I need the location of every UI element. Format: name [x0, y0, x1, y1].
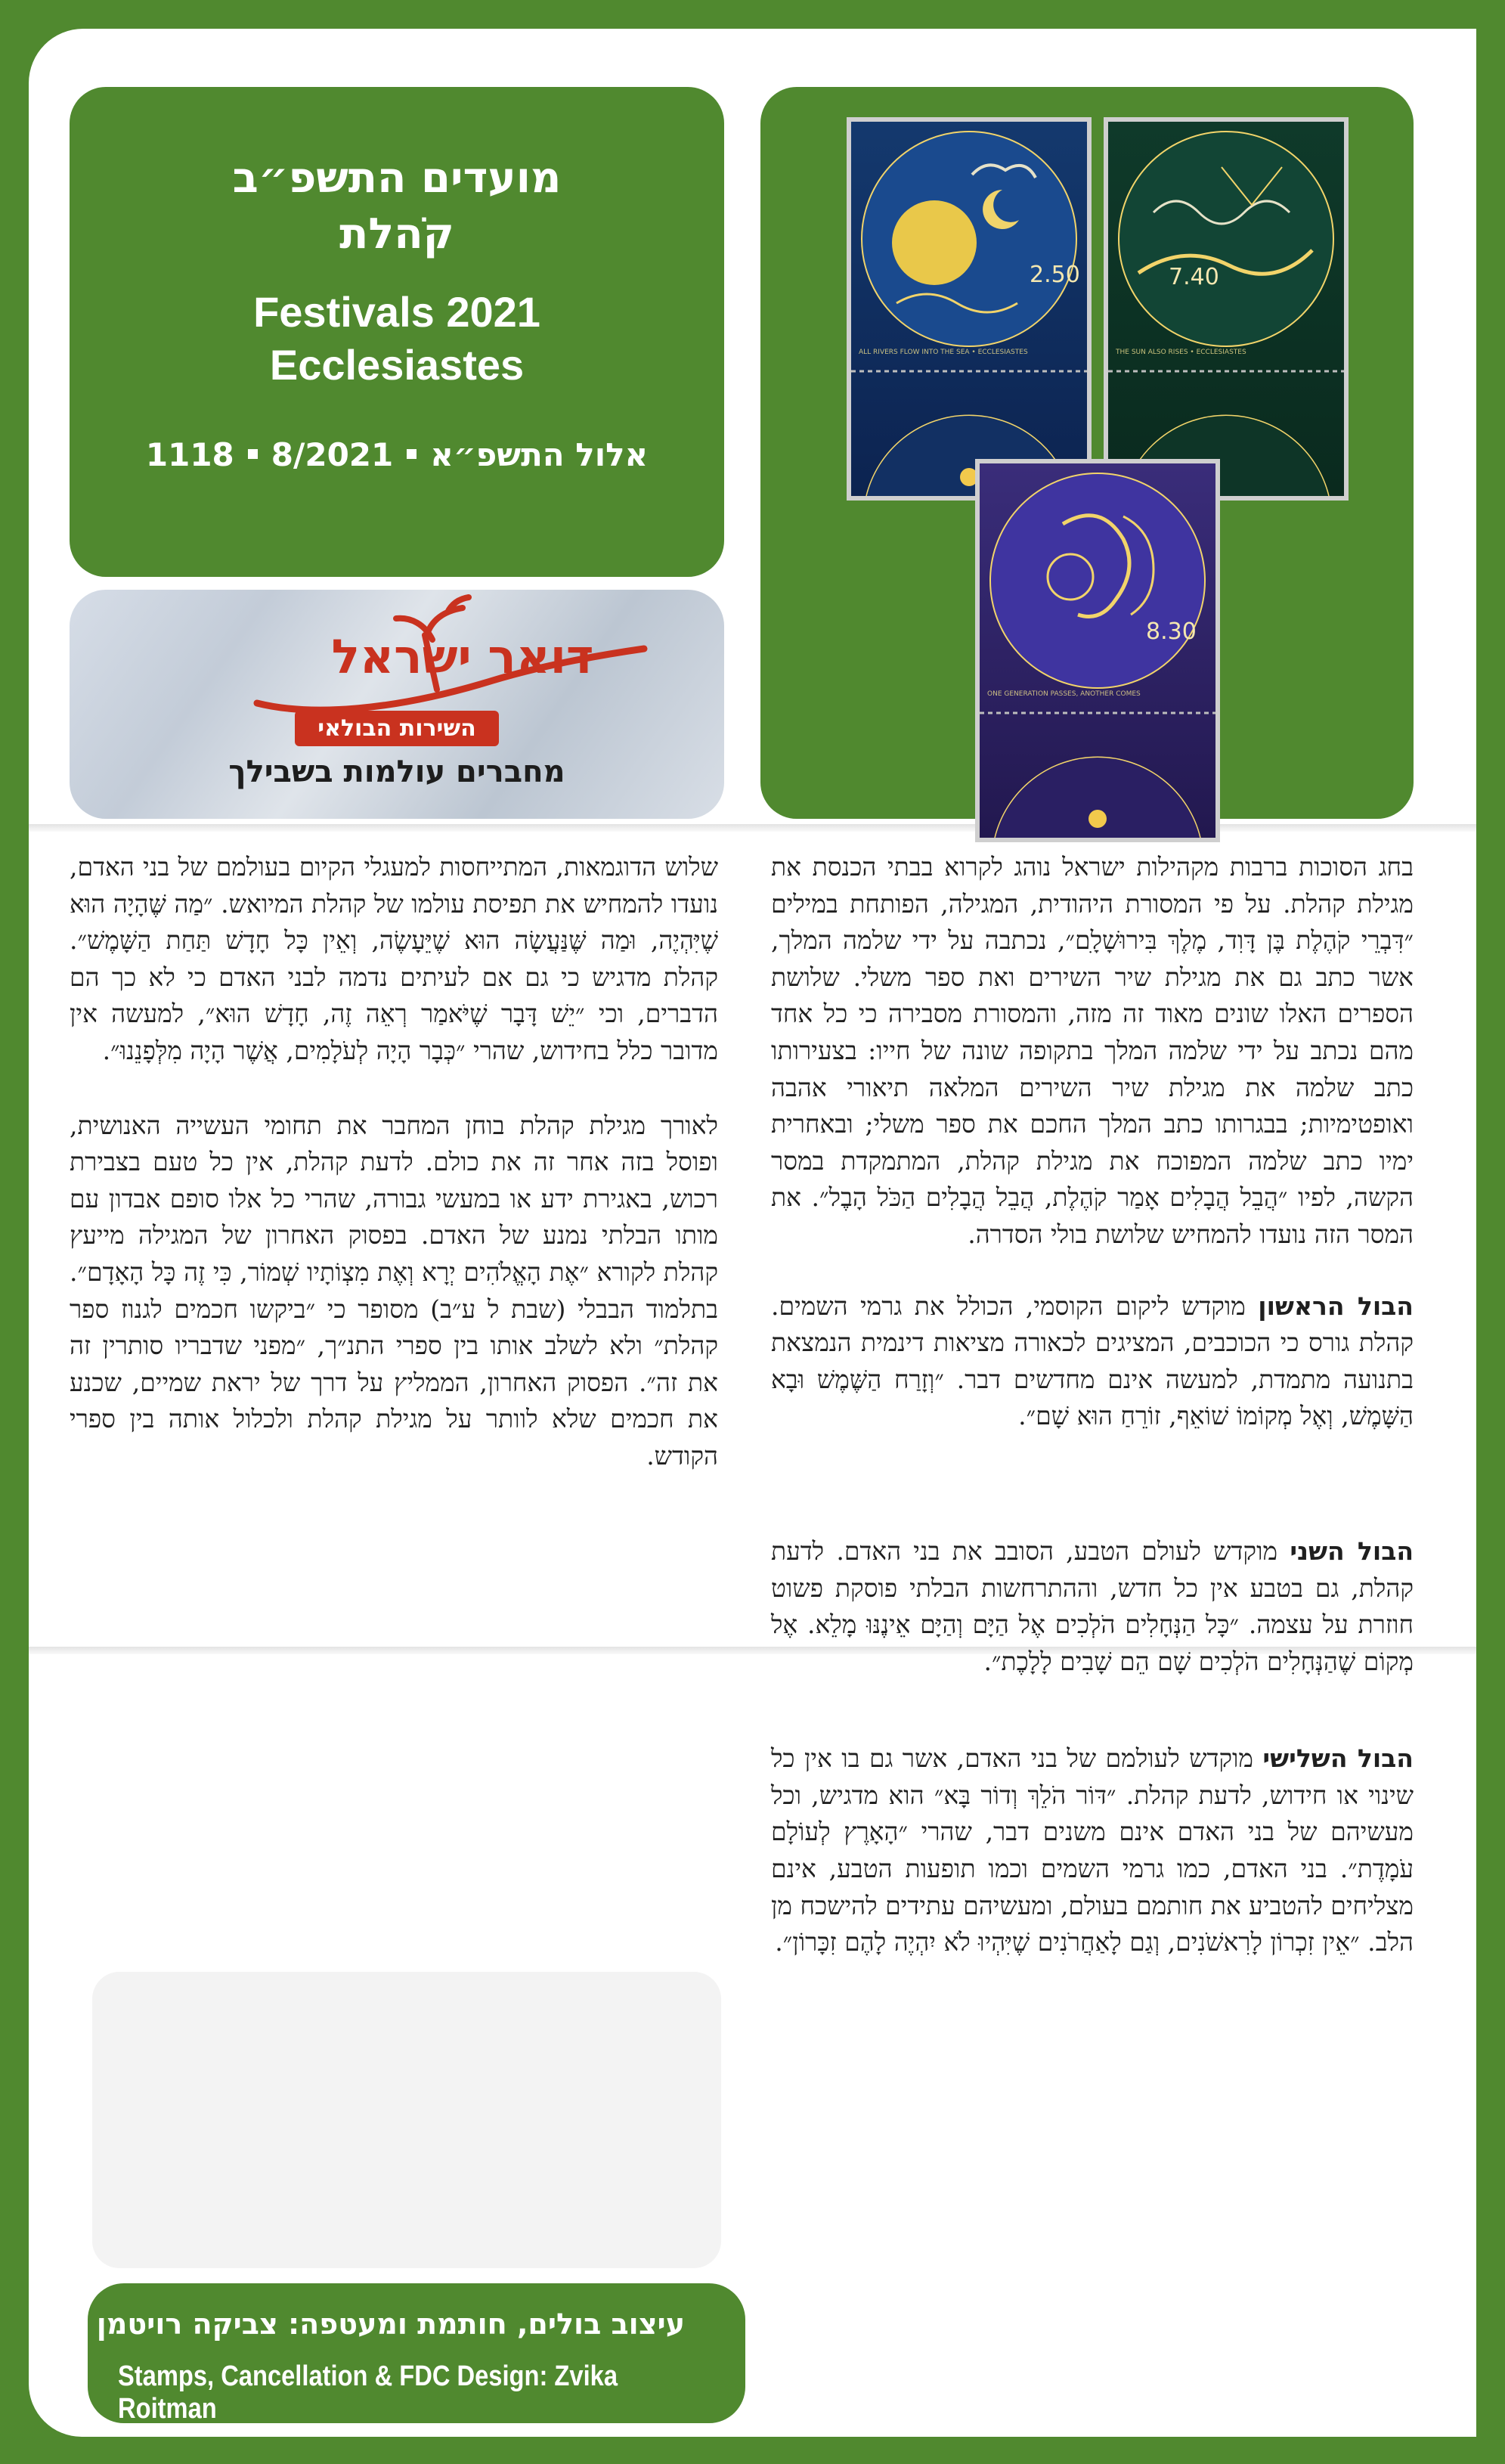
issue-date-hebrew: אלול התשפ״א — [430, 436, 649, 473]
philatelic-service-tag: השירות הבולאי — [70, 711, 724, 746]
left-paragraph-1: שלוש הדוגמאות, המתייחסות למעגלי הקיום בעולמם של בני האדם, נועדו להמחיש את תפיסת עולמו של קהלת המיואש. ״מַה שֶּׁהָיָה הוּא שֶׁיִּהְיֶה, וּמַה שֶּׁנַּעֲשָׂה הוּא שֶׁיֵּעָשֶׂה, וְאֵין כָּל חָדָשׁ תַּחַת הַשָּׁמֶשׁ״. קהלת מדגיש כי גם אם לעיתים נדמה לבני האדם כי לא כך הם הדברים, וכי ״יֵשׁ דָּבָר שֶׁיֹּאמַר רְאֵה זֶה, חָדָשׁ הוּא״, למעשה אין מדובר כלל בחידוש, שהרי ״כְּבָר הָיָה לְעֹלָמִים, אֲשֶׁר הָיָה מִלְּפָנֵנוּ״. — [70, 852, 718, 1065]
stamp2-paragraph — [771, 1533, 1414, 1680]
stamp2-text: מוקדש לעולם הטבע, הסובב את בני האדם. לדעת קהלת, גם בטבע אין כל חדש, וההתרחשות הבלתי פוסקת פשוט חוזרת על עצמה. ״כָּל הַנְּחָלִים הֹלְכִים אֶל הַיָּם וְהַיָּם אֵינֶנּוּ מָלֵא. אֶל מְקוֹם שֶׁהַנְּחָלִים הֹלְכִים שָׁם הֵם שָׁבִים לָלָכֶת״. — [771, 1536, 1414, 1676]
stamp-value: 2.50 — [1030, 262, 1080, 288]
stamp3-label: הבול השלישי — [1262, 1743, 1414, 1774]
credit-english: Stamps, Cancellation & FDC Design: Zvika Roitman — [118, 2360, 618, 2425]
title-card — [70, 87, 724, 577]
stamp2-label: הבול השני — [1290, 1536, 1414, 1566]
title-hebrew: מועדים התשפ״ב — [232, 153, 562, 203]
subtitle-hebrew: קֹהלת — [339, 209, 454, 259]
stamp-value: 7.40 — [1169, 264, 1219, 290]
separator-square — [248, 449, 258, 459]
stamp-rivers-sea — [1104, 117, 1349, 501]
stamp1-label: הבול הראשון — [1258, 1291, 1414, 1321]
stamp-tab-text: ONE GENERATION PASSES, ANOTHER COMES — [987, 690, 1141, 698]
stamp3-text: מוקדש לעולמם של בני האדם, אשר גם בו אין כל שינוי או חידוש, לדעת קהלת. ״דּוֹר הֹלֵךְ וְדוֹר בָּא״ הוא מדגיש, וכל מעשיהם של בני האדם אינם משנים דבר, שהרי ״הָאָרֶץ לְעוֹלָם עֹמָדֶת״. בני האדם, כמו גרמי השמים וכמו תופעות הטבע, אינם מצליחים להטביע את חותמם בעולם, ומעשיהם עתידים להישכח מן הלב. ״אֵין זִכְרוֹן לָרִאשֹׁנִים, וְגַם לָאַחֲרֹנִים שֶׁיִּהְיוּ לֹא יִהְיֶה לָהֶם זִכָּרוֹן״. — [771, 1743, 1414, 1957]
issue-meta — [70, 436, 724, 473]
stamp-sun-moon — [847, 117, 1092, 501]
stamp3-paragraph — [771, 1740, 1414, 1961]
subtitle-english: Ecclesiastes — [269, 341, 525, 389]
issue-number: 1118 — [145, 436, 234, 473]
credit-hebrew: עיצוב בולים, חותמת ומעטפה: צביקה רויטמן — [96, 2307, 685, 2341]
stamp1-text: מוקדש ליקום הקוסמי, הכולל את גרמי השמים. קהלת גורס כי הכוכבים, המציגים לכאורה מציאות דינמית הנמצאת בתנועה מתמדת, למעשה אינם מחדשים דבר. ״וְזָרַח הַשֶּׁמֶשׁ וּבָא הַשָּׁמֶשׁ, וְאֶל מְקוֹמוֹ שׁוֹאֵף, זוֹרֵחַ הוּא שָׁם״. — [771, 1291, 1414, 1431]
stamps-frame — [760, 87, 1414, 819]
intro-paragraph: בחג הסוכות ברבות מקהילות ישראל נוהג לקרוא בבתי הכנסת את מגילת קהלת. על פי המסורת היהודית, המגילה, הפותחת במילים ״דִּבְרֵי קֹהֶלֶת בֶּן דָּוִד, מֶלֶךְ בִּירוּשָׁלָ‍ִם״, נכתבה על ידי שלמה המלך, אשר כתב גם את מגילת שיר השירים ואת ספר משלי. שלושת הספרים האלו שונים מאוד זה מזה, והמסורת מסבירה כי כל אחד מהם נכתב על ידי שלמה המלך בתקופה שונה של חייו: בצעירותו כתב שלמה את מגילת שיר השירים המלאה תיאורי אהבה ואופטימיות; בבגרותו כתב המלך החכם את ספר משלי; ובאחרית ימיו כתב שלמה המפוכח את מגילת קהלת, המתמקדת במסר הקשה, לפיו ״הֲבֵל הֲבָלִים אָמַר קֹהֶלֶת, הֲבֵל הֲבָלִים הַכֹּל הָבֶל״. את המסר הזה נועדו להמחיש שלושת בולי הסדרה. — [771, 852, 1414, 1249]
brand-wordmark: דואר ישראל — [331, 629, 594, 684]
issue-date: 8/2021 — [271, 436, 394, 473]
back-panel-shadow — [92, 1972, 721, 2268]
title-english: Festivals 2021 — [253, 288, 540, 336]
stamp-tab-text: THE SUN ALSO RISES • ECCLESIASTES — [1116, 349, 1246, 356]
israel-post-logo-card — [70, 590, 724, 819]
stamp-tab-text: ALL RIVERS FLOW INTO THE SEA • ECCLESIASTES — [859, 349, 1028, 356]
fold-line — [29, 824, 1476, 832]
separator-square — [407, 449, 417, 459]
logo-slogan: מחברים עולמות בשבילך — [228, 755, 565, 789]
design-credit-box — [88, 2283, 745, 2423]
stamp-value: 8.30 — [1146, 618, 1197, 645]
stamp-generations — [975, 459, 1220, 842]
text-column-left — [70, 849, 718, 1475]
text-column-right — [771, 849, 1414, 1961]
stamp1-paragraph — [771, 1288, 1414, 1435]
left-paragraph-2: לאורך מגילת קהלת בוחן המחבר את תחומי העשייה האנושית, ופוסל בזה אחר זה את כולם. לדעת קהלת, אין כל טעם בצבירת רכוש, באגירת ידע או במעשי גבורה, שהרי כל אלו סופם אבדון עם מותו הבלתי נמנע של האדם. בפסוק האחרון של המגילה מייעץ קהלת לקורא ״אֶת הָאֱלֹהִים יְרָא וְאֶת מִצְוֹתָיו שְׁמוֹר, כִּי זֶה כָּל הָאָדָם״. בתלמוד הבבלי (שבת ל ע״ב) מסופר כי ״ביקשו חכמים לגנוז ספר קהלת״ ולא לשלב אותו בין ספרי התנ״ך, ״מפני שדבריו סותרין זה את זה״. הפסוק האחרון, הממליץ על דרך של יראת שמיים, שכנע את חכמים שלא לוותר על מגילת קהלת ולכלול אותה בין ספרי הקודש. — [70, 1110, 718, 1471]
